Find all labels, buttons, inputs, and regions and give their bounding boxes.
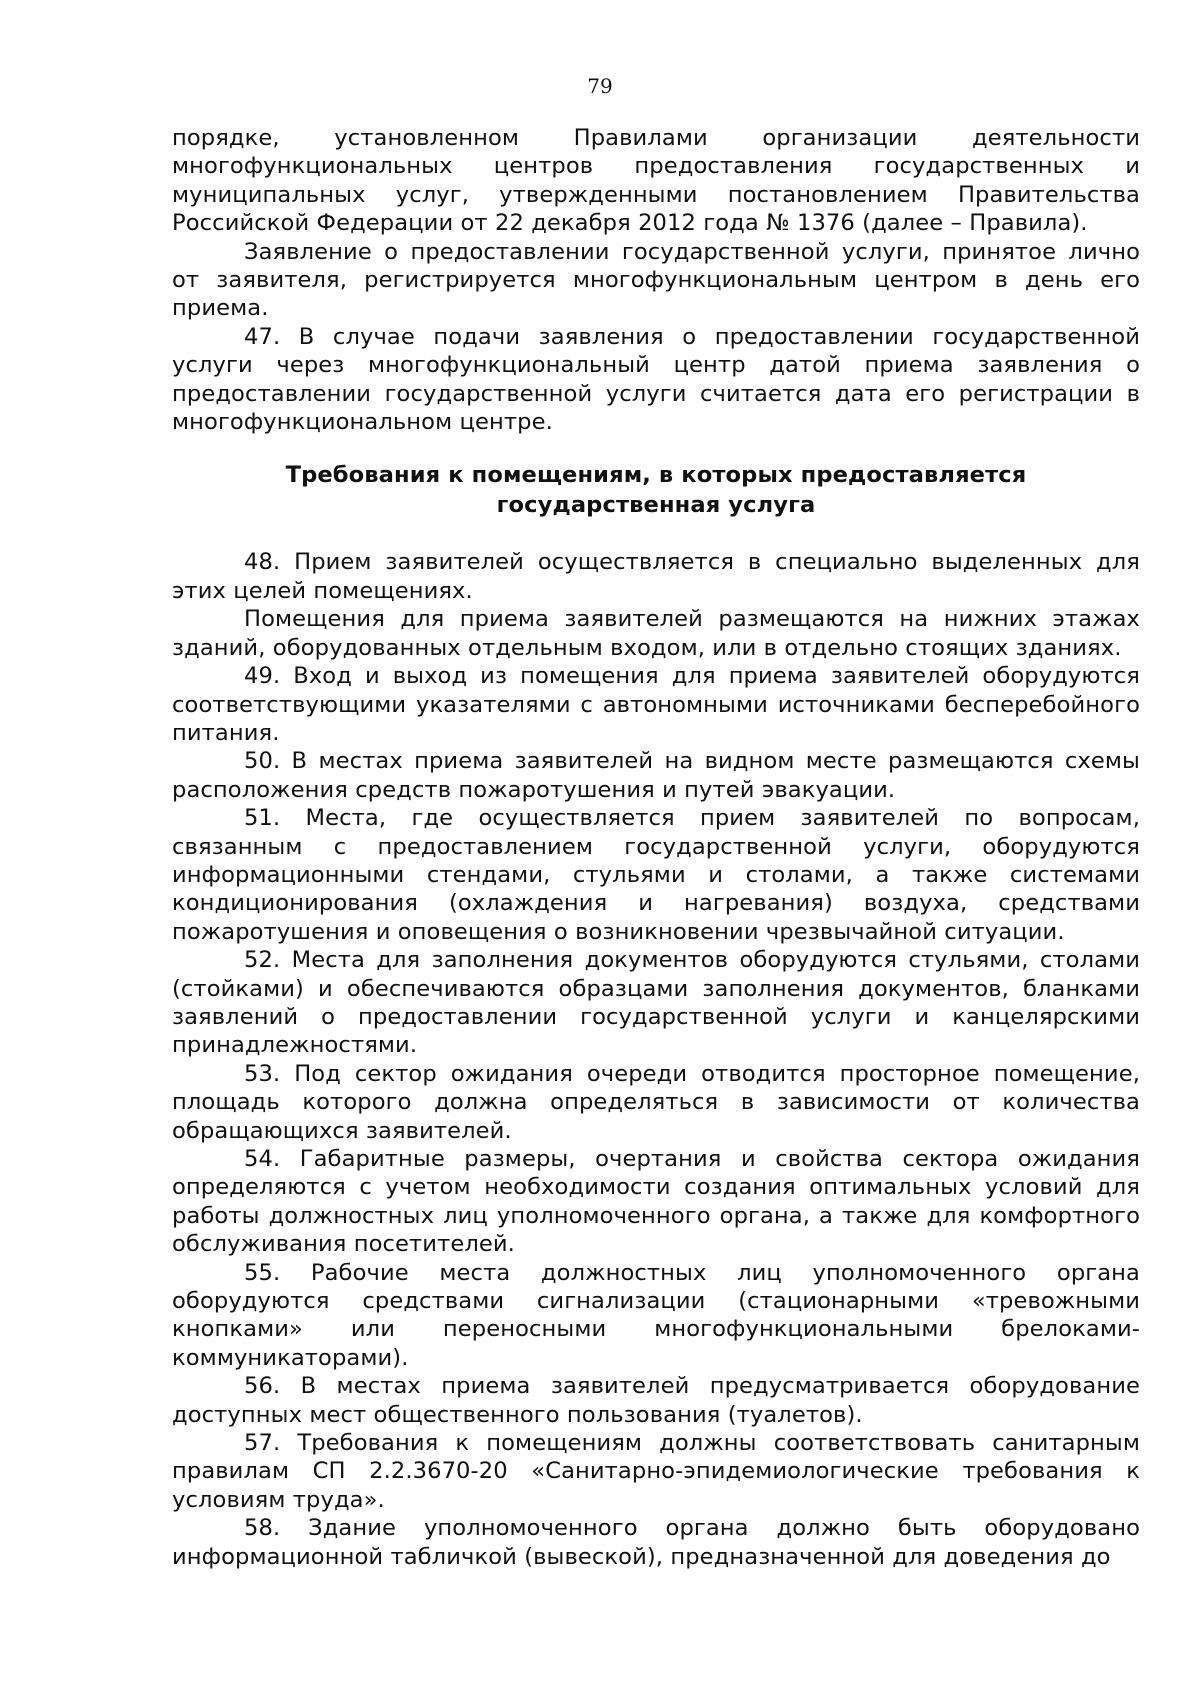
paragraph-54: 54. Габаритные размеры, очертания и свойства сектора ожидания определяются с учетом необходимости создания оптимальных условий для работы должностных лиц уполномоченного органа, а также для комфортного обслуживания посетителей. bbox=[172, 1146, 1140, 1258]
paragraph-57: 57. Требования к помещениям должны соответствовать санитарным правилам СП 2.2.3670-20 «Санитарно-эпидемиологические требования к условиям труда». bbox=[172, 1430, 1140, 1513]
paragraph-48-premises: Помещения для приема заявителей размещаются на нижних этажах зданий, оборудованных отдельным входом, или в отдельно стоящих зданиях. bbox=[172, 606, 1140, 661]
paragraph-application-registration: Заявление о предоставлении государственной услуги, принятое лично от заявителя, регистрируется многофункциональным центром в день его приема. bbox=[172, 238, 1140, 322]
section-heading-line-1: Требования к помещениям, в которых предоставляется bbox=[285, 462, 1027, 489]
paragraph-56: 56. В местах приема заявителей предусматривается оборудование доступных мест общественного пользования (туалетов). bbox=[172, 1373, 1140, 1428]
paragraph-47: 47. В случае подачи заявления о предоставлении государственной услуги через многофункциональный центр датой приема заявления о предоставлении государственной услуги считается дата его регистрации в многофункциональном центре. bbox=[172, 323, 1140, 436]
section-heading-line-2: государственная услуга bbox=[496, 492, 816, 519]
page-number: 79 bbox=[587, 74, 613, 98]
paragraph-58: 58. Здание уполномоченного органа должно быть оборудовано информационной табличкой (вывеской), предназначенной для доведения до bbox=[172, 1515, 1140, 1570]
paragraph-55: 55. Рабочие места должностных лиц уполномоченного органа оборудуются средствами сигнализации (стационарными «тревожными кнопками» или переносными многофункциональными брелоками-коммуникаторами). bbox=[172, 1259, 1140, 1371]
paragraph-52: 52. Места для заполнения документов оборудуются стульями, столами (стойками) и обеспечиваются образцами заполнения документов, бланками заявлений о предоставлении государственной услуги и канцелярскими принадлежностями. bbox=[172, 947, 1140, 1059]
section-heading bbox=[172, 460, 1140, 520]
paragraph-51: 51. Места, где осуществляется прием заявителей по вопросам, связанным с предоставлением государственной услуги, оборудуются информационными стендами, стульями и столами, а также системами кондиционирования (охлаждения и нагревания) воздуха, средствами пожаротушения и оповещения о возникновении чрезвычайной ситуации. bbox=[172, 805, 1140, 945]
document-body bbox=[172, 124, 1140, 1571]
paragraph-53: 53. Под сектор ожидания очереди отводится просторное помещение, площадь которого должна определяться в зависимости от количества обращающихся заявителей. bbox=[172, 1060, 1140, 1144]
paragraph-50: 50. В местах приема заявителей на видном месте размещаются схемы расположения средств пожаротушения и путей эвакуации. bbox=[172, 748, 1140, 803]
paragraph-continuation: порядке, установленном Правилами организации деятельности многофункциональных центров предоставления государственных и муниципальных услуг, утвержденными постановлением Правительства Российской Федерации от 22 декабря 2012 года № 1376 (далее – Правила). bbox=[172, 125, 1140, 237]
paragraph-48: 48. Прием заявителей осуществляется в специально выделенных для этих целей помещениях. bbox=[172, 549, 1140, 604]
paragraph-49: 49. Вход и выход из помещения для приема заявителей оборудуются соответствующими указателями с автономными источниками бесперебойного питания. bbox=[172, 663, 1140, 746]
